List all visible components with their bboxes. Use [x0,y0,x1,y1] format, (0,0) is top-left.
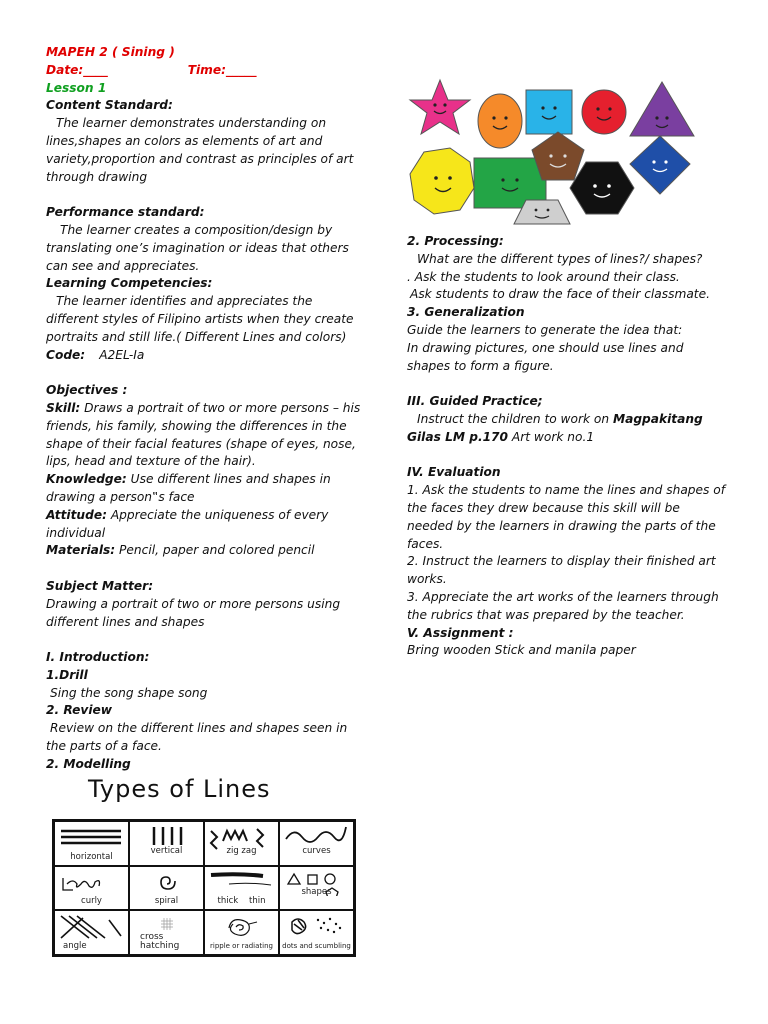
evaluation-item-3: 3. Appreciate the art works of the learners through the rubrics that was prepared by the teacher. [407,589,719,622]
diamond-shape [630,136,690,194]
line-type-shapes: shapes [279,866,354,911]
performance-standard-text: The learner creates a composition/design by translating one’s imagination or ideas that others can see and appreciates. [46,222,349,273]
evaluation-item-2: 2. Instruct the learners to display their finished art works. [407,554,716,587]
circle-shape [582,90,626,134]
date-time-line [46,62,368,80]
curly-lines-icon [59,870,125,896]
review-text: Review on the different lines and shapes seen in the parts of a face. [46,721,348,754]
subject-matter-text: Drawing a portrait of two or more persons using different lines and shapes [46,596,341,629]
objectives-label: Objectives : [46,383,128,398]
knowledge-text: Knowledge: Use different lines and shapes in drawing a person‟s face [46,472,331,504]
date-field: Date:____ [46,62,108,77]
horizontal-lines-icon [59,825,125,851]
assignment-text: Bring wooden Stick and manila paper [407,643,636,658]
learning-competencies-label: Learning Competencies: [46,276,213,291]
oval-shape [478,94,522,148]
subject-matter-label: Subject Matter: [46,578,154,593]
assignment-label: V. Assignment : [407,625,514,640]
line-type-spiral: spiral [129,866,204,911]
shapes-illustration [408,78,700,226]
evaluation-label: IV. Evaluation [407,465,501,480]
star-shape [410,80,470,134]
content-standard-label: Content Standard: [46,98,173,113]
line-type-ripple: ripple or radiating [204,910,279,955]
processing-question: What are the different types of lines?/ shapes? [417,251,703,266]
generalization-label: 3. Generalization [407,305,525,320]
pentagon-shape [532,132,584,180]
line-type-cross-hatching: cross hatching [129,910,204,955]
modelling-label: 2. Modelling [46,756,131,771]
learning-competencies-text: The learner identifies and appreciates the different styles of Filipino artists when they create portraits and still life.( Different Lines and colors) [46,294,354,344]
materials-text: Materials: Pencil, paper and colored pencil [46,543,315,558]
drill-label: 1.Drill [46,667,88,682]
dots-scumbling-icon [284,914,350,940]
skill-text: Skill: Draws a portrait of two or more persons – his friends, his family, showing the differences in the shape of their facial features (shape of eyes, nose, lips, head and texture of the hair). [46,400,361,469]
spiral-icon [134,870,200,896]
drill-text: Sing the song shape song [50,685,208,700]
code-line: Code: A2EL-Ia [46,347,145,362]
processing-step-1: . Ask the students to look around their class. [407,269,680,284]
introduction-label: I. Introduction: [46,650,150,665]
guided-practice-label: III. Guided Practice; [407,394,543,409]
evaluation-item-1: 1. Ask the students to name the lines and shapes of the faces they drew because this skill will be needed by the learners in drawing the parts of the faces. [407,483,725,551]
line-type-curly: curly [54,866,129,911]
hexagon-shape [570,162,634,214]
line-type-zigzag: zig zag [204,821,279,866]
line-type-angle: angle [54,910,129,955]
lesson-number: Lesson 1 [46,80,107,95]
generalization-line-2: In drawing pictures, one should use lines and shapes to form a figure. [407,340,684,373]
time-field: Time:_____ [187,62,257,77]
ripple-icon [209,914,275,940]
line-type-horizontal: horizontal [54,821,129,866]
processing-label: 2. Processing: [407,234,504,248]
line-type-thick-thin: thick thin [204,866,279,911]
square-shape [526,90,572,134]
line-type-dots: dots and scumbling [279,910,354,955]
thick-thin-lines-icon [209,870,275,896]
octagon-shape [410,148,474,214]
review-label: 2. Review [46,703,113,718]
types-of-lines-title: Types of Lines [88,775,271,803]
generalization-line-1: Guide the learners to generate the idea that: [407,322,683,337]
line-type-curves: curves [279,821,354,866]
performance-standard-label: Performance standard: [46,205,205,220]
subject-title: MAPEH 2 ( Sining ) [46,45,175,59]
line-type-vertical: vertical [129,821,204,866]
triangle-shape [630,82,694,136]
left-column [46,44,368,774]
processing-step-2: Ask students to draw the face of their classmate. [410,287,710,302]
guided-practice-text: Instruct the children to work on Magpakitang Gilas LM p.170 Art work no.1 [407,411,703,444]
right-column [407,233,725,660]
angle-lines-icon [59,914,125,940]
attitude-text: Attitude: Appreciate the uniqueness of every individual [46,507,329,540]
types-of-lines-grid [52,819,356,957]
content-standard-text: The learner demonstrates understanding on lines,shapes an colors as elements of art and variety,proportion and contrast as principles of art through drawing [46,116,354,184]
